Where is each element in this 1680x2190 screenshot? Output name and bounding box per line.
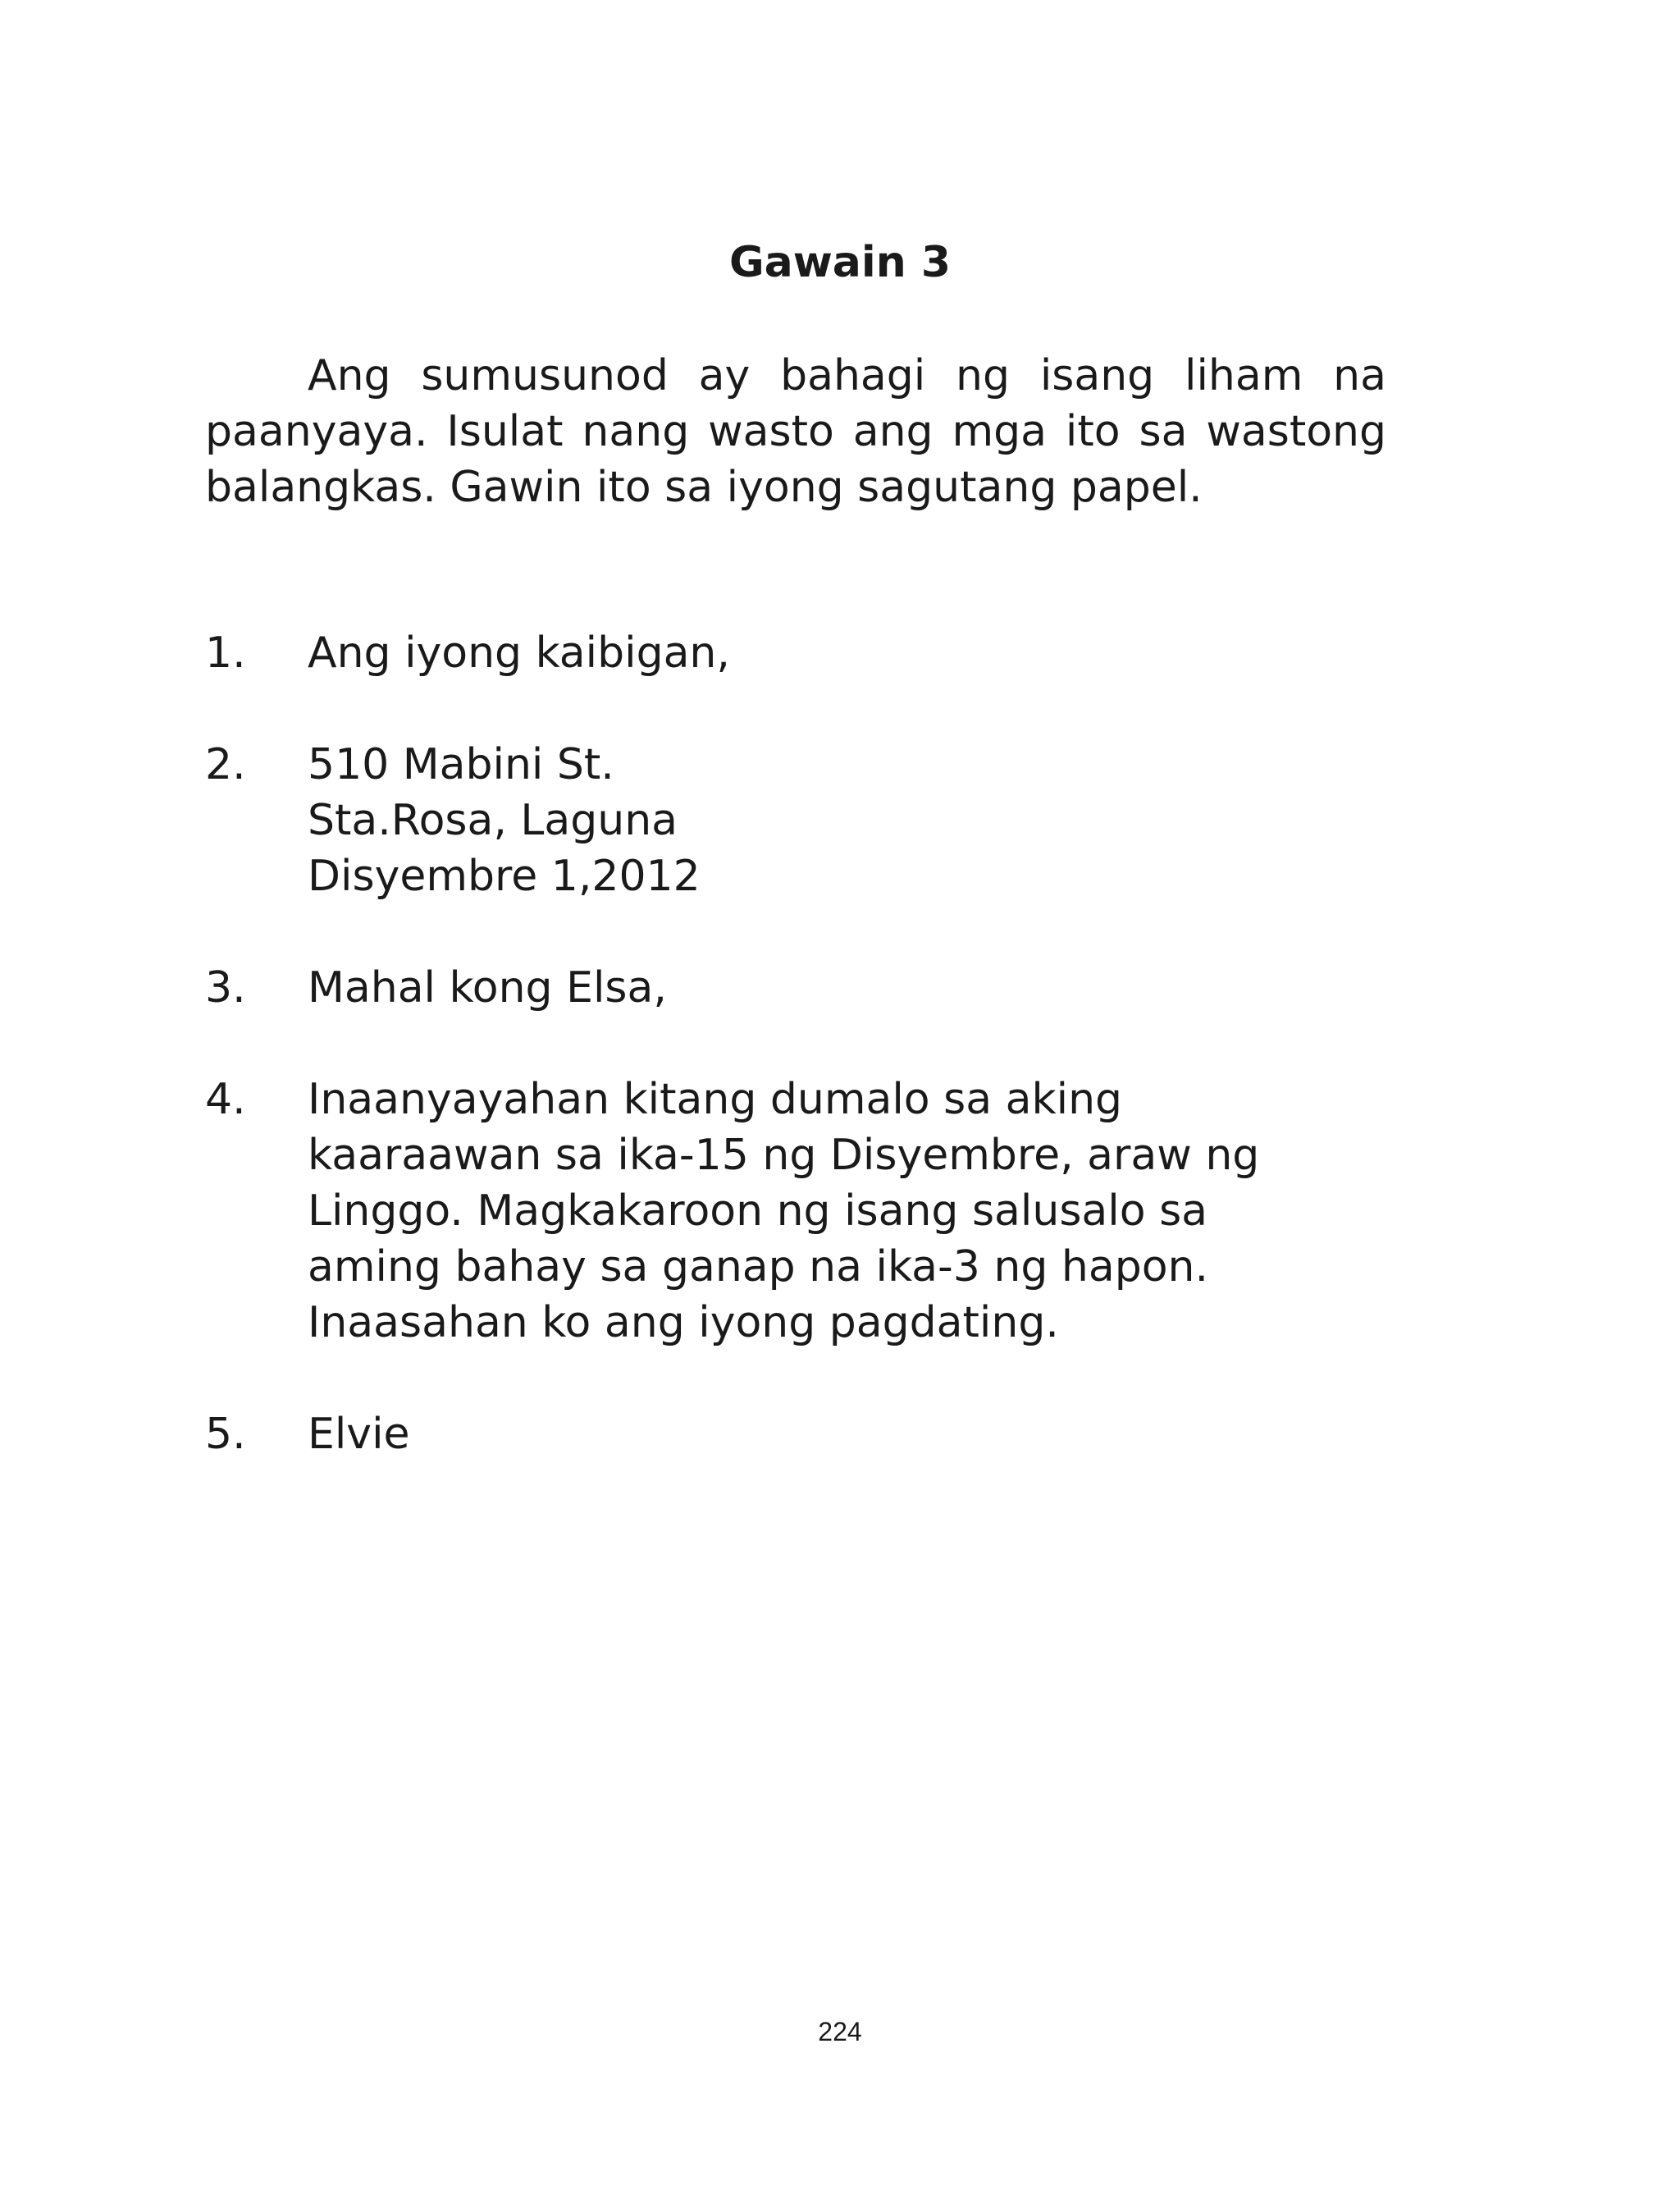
item-line: Linggo. Magkakaroon ng isang salusalo sa xyxy=(308,1186,1208,1236)
item-body xyxy=(308,625,1386,681)
item-line: Disyembre 1,2012 xyxy=(308,852,701,901)
item-line: Mahal kong Elsa, xyxy=(308,963,667,1013)
item-line: Sta.Rosa, Laguna xyxy=(308,796,678,845)
page-title: Gawain 3 xyxy=(728,238,952,287)
item-body xyxy=(308,1406,1386,1462)
item-number: 1. xyxy=(205,629,246,678)
item-line: Inaanyayahan kitang dumalo sa aking xyxy=(308,1075,1123,1124)
item-number: 2. xyxy=(205,740,246,789)
item-line: kaaraawan sa ika-15 ng Disyembre, araw ng xyxy=(308,1131,1260,1180)
item-body xyxy=(308,960,1386,1016)
item-body xyxy=(308,737,1386,904)
item-line: 510 Mabini St. xyxy=(308,740,614,789)
item-number: 3. xyxy=(205,963,246,1013)
instructions-paragraph: Ang sumusunod ay bahagi ng isang liham na paanyaya. Isulat nang wasto ang mga ito sa wastong balangkas. Gawin ito sa iyong sagutang papel. xyxy=(205,351,1386,512)
item-number: 5. xyxy=(205,1410,246,1459)
item-line: Ang iyong kaibigan, xyxy=(308,629,730,678)
item-body xyxy=(308,1072,1386,1351)
item-line: Elvie xyxy=(308,1410,410,1459)
page-number: 224 xyxy=(818,2017,862,2046)
item-line: aming bahay sa ganap na ika-3 ng hapon. xyxy=(308,1242,1209,1292)
item-line: Inaasahan ko ang iyong pagdating. xyxy=(308,1298,1059,1347)
item-number: 4. xyxy=(205,1075,246,1124)
